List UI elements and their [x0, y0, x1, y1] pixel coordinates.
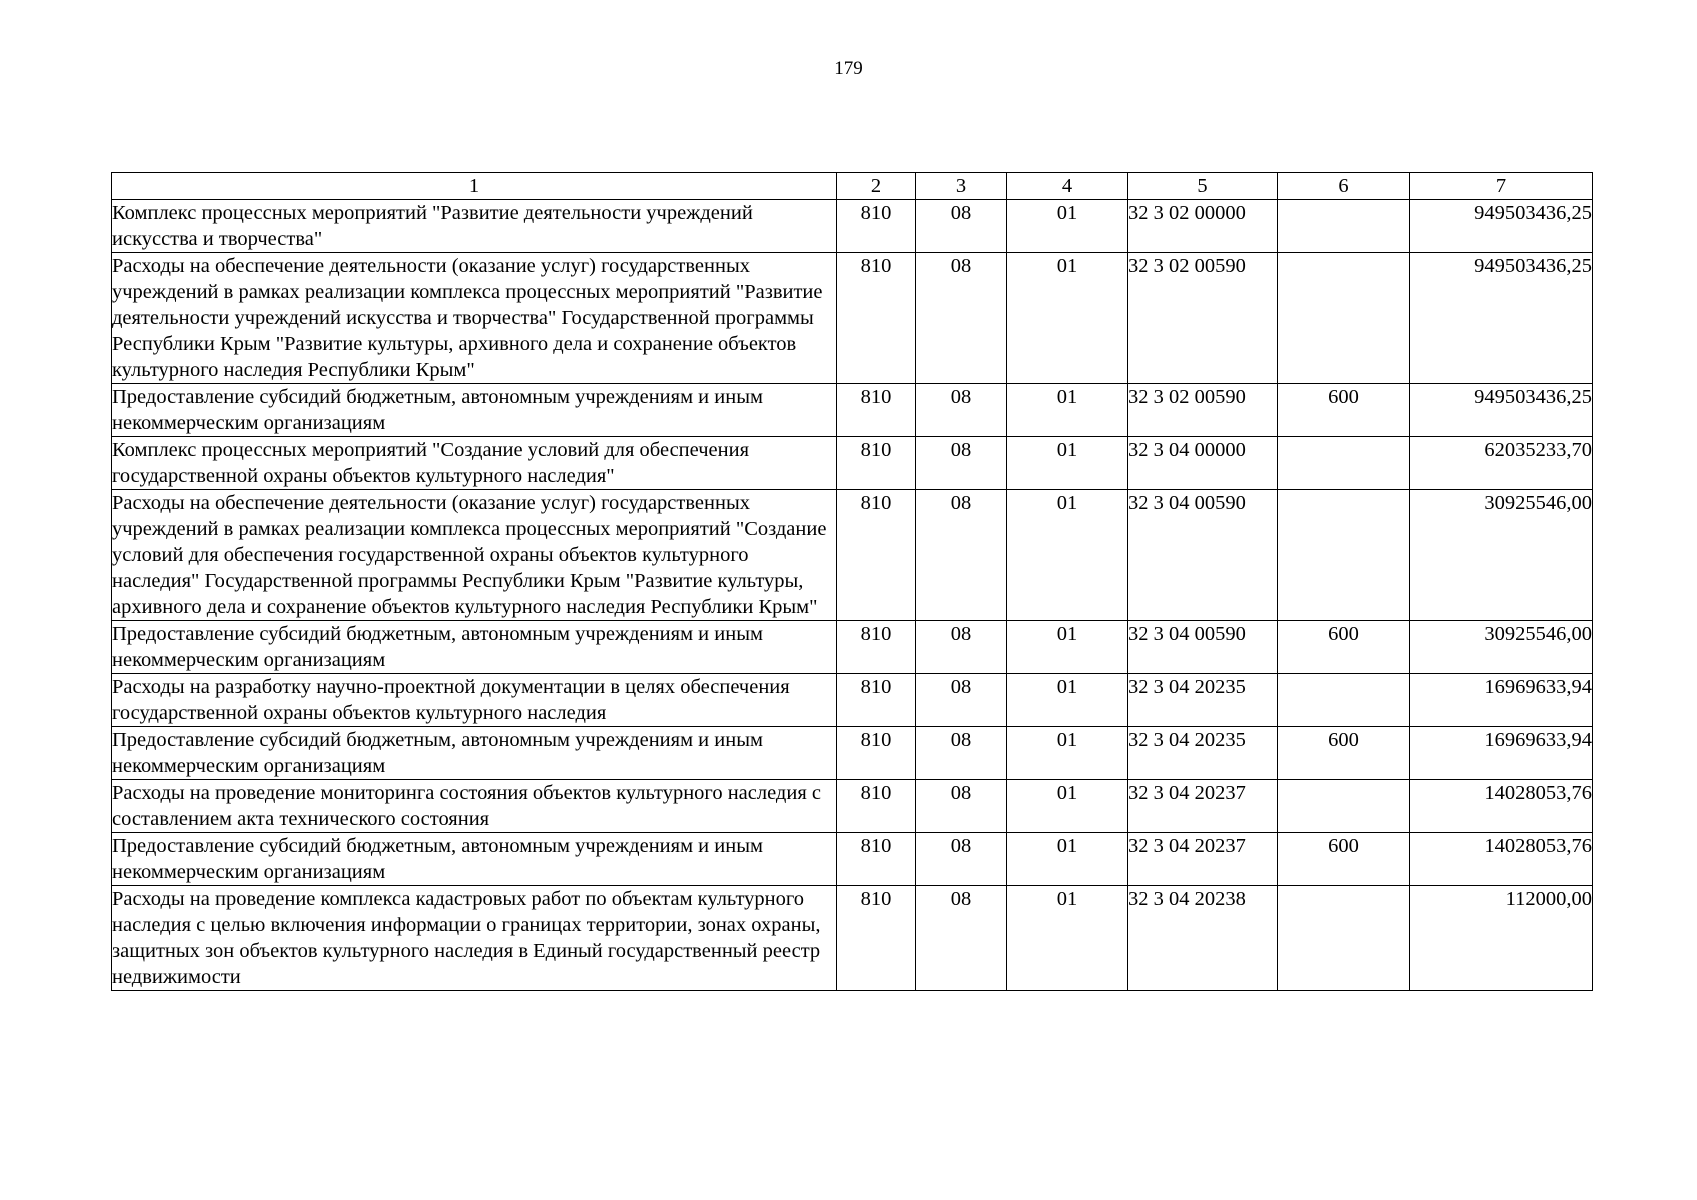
table-row: [112, 253, 1593, 384]
section-cell: 08: [916, 490, 1007, 621]
subsection-cell: 01: [1007, 200, 1128, 253]
ministry-code-cell: 810: [837, 253, 916, 384]
target-article-cell: 32 3 04 00000: [1128, 437, 1278, 490]
section-cell: 08: [916, 780, 1007, 833]
description-cell: Комплекс процессных мероприятий "Создание условий для обеспечения государственной охраны объектов культурного наследия": [112, 437, 837, 490]
amount-cell: 16969633,94: [1410, 727, 1593, 780]
subsection-cell: 01: [1007, 253, 1128, 384]
section-cell: 08: [916, 384, 1007, 437]
subsection-cell: 01: [1007, 674, 1128, 727]
description-cell: Расходы на проведение комплекса кадастровых работ по объектам культурного наследия с целью включения информации о границах территории, зонах охраны, защитных зон объектов культурного наследия в Единый государственный реестр недвижимости: [112, 886, 837, 991]
table-row: [112, 200, 1593, 253]
ministry-code-cell: 810: [837, 727, 916, 780]
target-article-cell: 32 3 02 00000: [1128, 200, 1278, 253]
section-cell: 08: [916, 621, 1007, 674]
column-header: 4: [1007, 173, 1128, 200]
column-header: 1: [112, 173, 837, 200]
column-header: 7: [1410, 173, 1593, 200]
description-cell: Расходы на проведение мониторинга состояния объектов культурного наследия с составлением акта технического состояния: [112, 780, 837, 833]
expense-type-cell: [1278, 674, 1410, 727]
expense-type-cell: 600: [1278, 833, 1410, 886]
table-row: [112, 674, 1593, 727]
amount-cell: 16969633,94: [1410, 674, 1593, 727]
amount-cell: 14028053,76: [1410, 833, 1593, 886]
section-cell: 08: [916, 833, 1007, 886]
expense-type-cell: [1278, 437, 1410, 490]
section-cell: 08: [916, 727, 1007, 780]
expense-type-cell: 600: [1278, 727, 1410, 780]
ministry-code-cell: 810: [837, 780, 916, 833]
description-cell: Расходы на разработку научно-проектной документации в целях обеспечения государственной охраны объектов культурного наследия: [112, 674, 837, 727]
table-row: [112, 833, 1593, 886]
amount-cell: 14028053,76: [1410, 780, 1593, 833]
description-cell: Предоставление субсидий бюджетным, автономным учреждениям и иным некоммерческим организациям: [112, 621, 837, 674]
section-cell: 08: [916, 200, 1007, 253]
target-article-cell: 32 3 04 20238: [1128, 886, 1278, 991]
page-number: 179: [834, 58, 863, 79]
expense-type-cell: [1278, 886, 1410, 991]
table-row: [112, 490, 1593, 621]
ministry-code-cell: 810: [837, 200, 916, 253]
subsection-cell: 01: [1007, 490, 1128, 621]
column-header: 5: [1128, 173, 1278, 200]
subsection-cell: 01: [1007, 437, 1128, 490]
expense-type-cell: [1278, 490, 1410, 621]
description-cell: Предоставление субсидий бюджетным, автономным учреждениям и иным некоммерческим организациям: [112, 833, 837, 886]
description-cell: Расходы на обеспечение деятельности (оказание услуг) государственных учреждений в рамках реализации комплекса процессных мероприятий "Создание условий для обеспечения государственной охраны объектов культурного наследия" Государственной программы Республики Крым "Развитие культуры, архивного дела и сохранение объектов культурного наследия Республики Крым": [112, 490, 837, 621]
target-article-cell: 32 3 04 20235: [1128, 674, 1278, 727]
description-cell: Предоставление субсидий бюджетным, автономным учреждениям и иным некоммерческим организациям: [112, 727, 837, 780]
table-row: [112, 780, 1593, 833]
table-row: [112, 621, 1593, 674]
subsection-cell: 01: [1007, 384, 1128, 437]
subsection-cell: 01: [1007, 833, 1128, 886]
table-row: [112, 886, 1593, 991]
amount-cell: 30925546,00: [1410, 490, 1593, 621]
description-cell: Расходы на обеспечение деятельности (оказание услуг) государственных учреждений в рамках реализации комплекса процессных мероприятий "Развитие деятельности учреждений искусства и творчества" Государственной программы Республики Крым "Развитие культуры, архивного дела и сохранение объектов культурного наследия Республики Крым": [112, 253, 837, 384]
expense-type-cell: [1278, 780, 1410, 833]
ministry-code-cell: 810: [837, 437, 916, 490]
target-article-cell: 32 3 04 20237: [1128, 833, 1278, 886]
target-article-cell: 32 3 04 20237: [1128, 780, 1278, 833]
description-cell: Предоставление субсидий бюджетным, автономным учреждениям и иным некоммерческим организациям: [112, 384, 837, 437]
section-cell: 08: [916, 674, 1007, 727]
column-header: 3: [916, 173, 1007, 200]
amount-cell: 62035233,70: [1410, 437, 1593, 490]
ministry-code-cell: 810: [837, 833, 916, 886]
target-article-cell: 32 3 04 20235: [1128, 727, 1278, 780]
expense-type-cell: 600: [1278, 384, 1410, 437]
amount-cell: 30925546,00: [1410, 621, 1593, 674]
expense-type-cell: 600: [1278, 621, 1410, 674]
budget-table: [111, 172, 1593, 991]
subsection-cell: 01: [1007, 727, 1128, 780]
table-row: [112, 384, 1593, 437]
target-article-cell: 32 3 04 00590: [1128, 490, 1278, 621]
section-cell: 08: [916, 253, 1007, 384]
table-row: [112, 437, 1593, 490]
expense-type-cell: [1278, 253, 1410, 384]
header-row: [112, 173, 1593, 200]
ministry-code-cell: 810: [837, 384, 916, 437]
expense-type-cell: [1278, 200, 1410, 253]
target-article-cell: 32 3 02 00590: [1128, 253, 1278, 384]
amount-cell: 949503436,25: [1410, 253, 1593, 384]
section-cell: 08: [916, 886, 1007, 991]
subsection-cell: 01: [1007, 886, 1128, 991]
subsection-cell: 01: [1007, 621, 1128, 674]
description-cell: Комплекс процессных мероприятий "Развитие деятельности учреждений искусства и творчества": [112, 200, 837, 253]
column-header: 6: [1278, 173, 1410, 200]
amount-cell: 949503436,25: [1410, 200, 1593, 253]
amount-cell: 949503436,25: [1410, 384, 1593, 437]
column-header: 2: [837, 173, 916, 200]
ministry-code-cell: 810: [837, 674, 916, 727]
subsection-cell: 01: [1007, 780, 1128, 833]
target-article-cell: 32 3 04 00590: [1128, 621, 1278, 674]
target-article-cell: 32 3 02 00590: [1128, 384, 1278, 437]
amount-cell: 112000,00: [1410, 886, 1593, 991]
table-row: [112, 727, 1593, 780]
ministry-code-cell: 810: [837, 886, 916, 991]
ministry-code-cell: 810: [837, 621, 916, 674]
ministry-code-cell: 810: [837, 490, 916, 621]
section-cell: 08: [916, 437, 1007, 490]
